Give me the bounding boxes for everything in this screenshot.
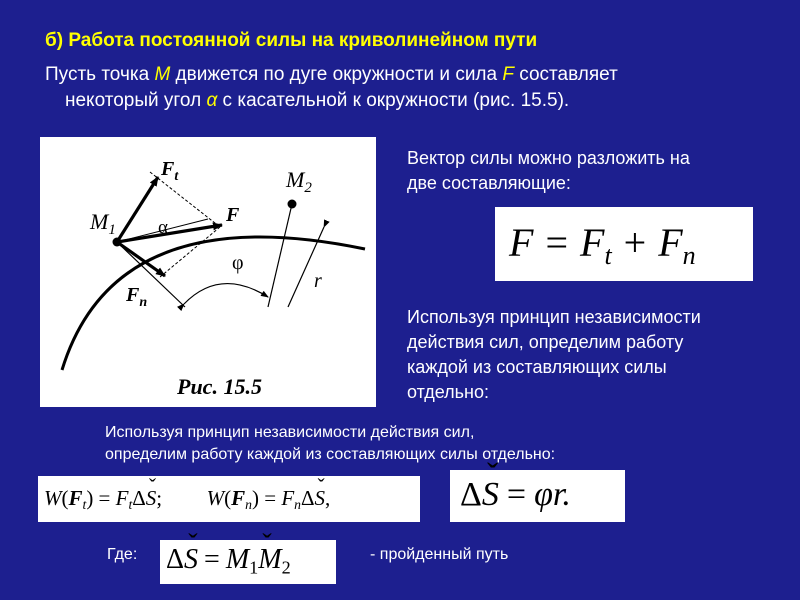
vector-f [117, 225, 222, 242]
formula-arc-length: Δˇ S = φr. [450, 470, 625, 522]
intro-paragraph [45, 62, 618, 114]
intro-line-1: Пусть точка M движется по дуге окружности и сила F составляет [45, 64, 618, 85]
vector-fn [117, 242, 165, 276]
point-m1 [113, 238, 122, 247]
intro-line-2: некоторый угол α с касательной к окружности (рис. 15.5). [65, 90, 570, 111]
radius-line-2 [268, 204, 292, 307]
label-fn: $F_n$ [126, 284, 148, 310]
principle-text: Используя принцип независимости действия сил, определим работу каждой из составляющих силы отдельно: [407, 307, 701, 402]
label-m1: $M_1$ [90, 209, 116, 238]
formula-path: Δˇ $S = M_1ˇ$ $M_2$ [160, 540, 336, 584]
slide-heading: б) Работа постоянной силы на криволинейном пути [45, 30, 538, 51]
label-ft: $F_t$ [161, 158, 179, 184]
circle-arc [62, 237, 365, 370]
figure-15-5 [40, 137, 376, 407]
label-r: r [314, 270, 322, 292]
label-f: F [226, 204, 240, 226]
label-alpha: α [158, 217, 168, 238]
path-label: - пройденный путь [370, 546, 509, 563]
figure-caption: Рис. 15.5 [177, 374, 262, 399]
bottom-text: Используя принцип независимости действия сил, определим работу каждой из составляющих силы отдельно: [105, 424, 556, 463]
formula-work: $W(F_t)$ = $F_t\Delta ˇ$ S; $W(F_n)$ = $F_n\Delta ˇ$ S, [38, 476, 420, 522]
where-label: Где: [107, 546, 138, 563]
formula-decompose: $F = F_t + F_n$ [495, 207, 753, 281]
point-m2 [288, 200, 297, 209]
figure-diagram [40, 137, 376, 407]
label-phi: φ [232, 252, 244, 274]
decompose-text: Вектор силы можно разложить на две составляющие: [407, 148, 690, 193]
vector-ft [117, 177, 158, 242]
phi-arc [184, 284, 268, 304]
label-m2: $M_2$ [286, 167, 312, 196]
